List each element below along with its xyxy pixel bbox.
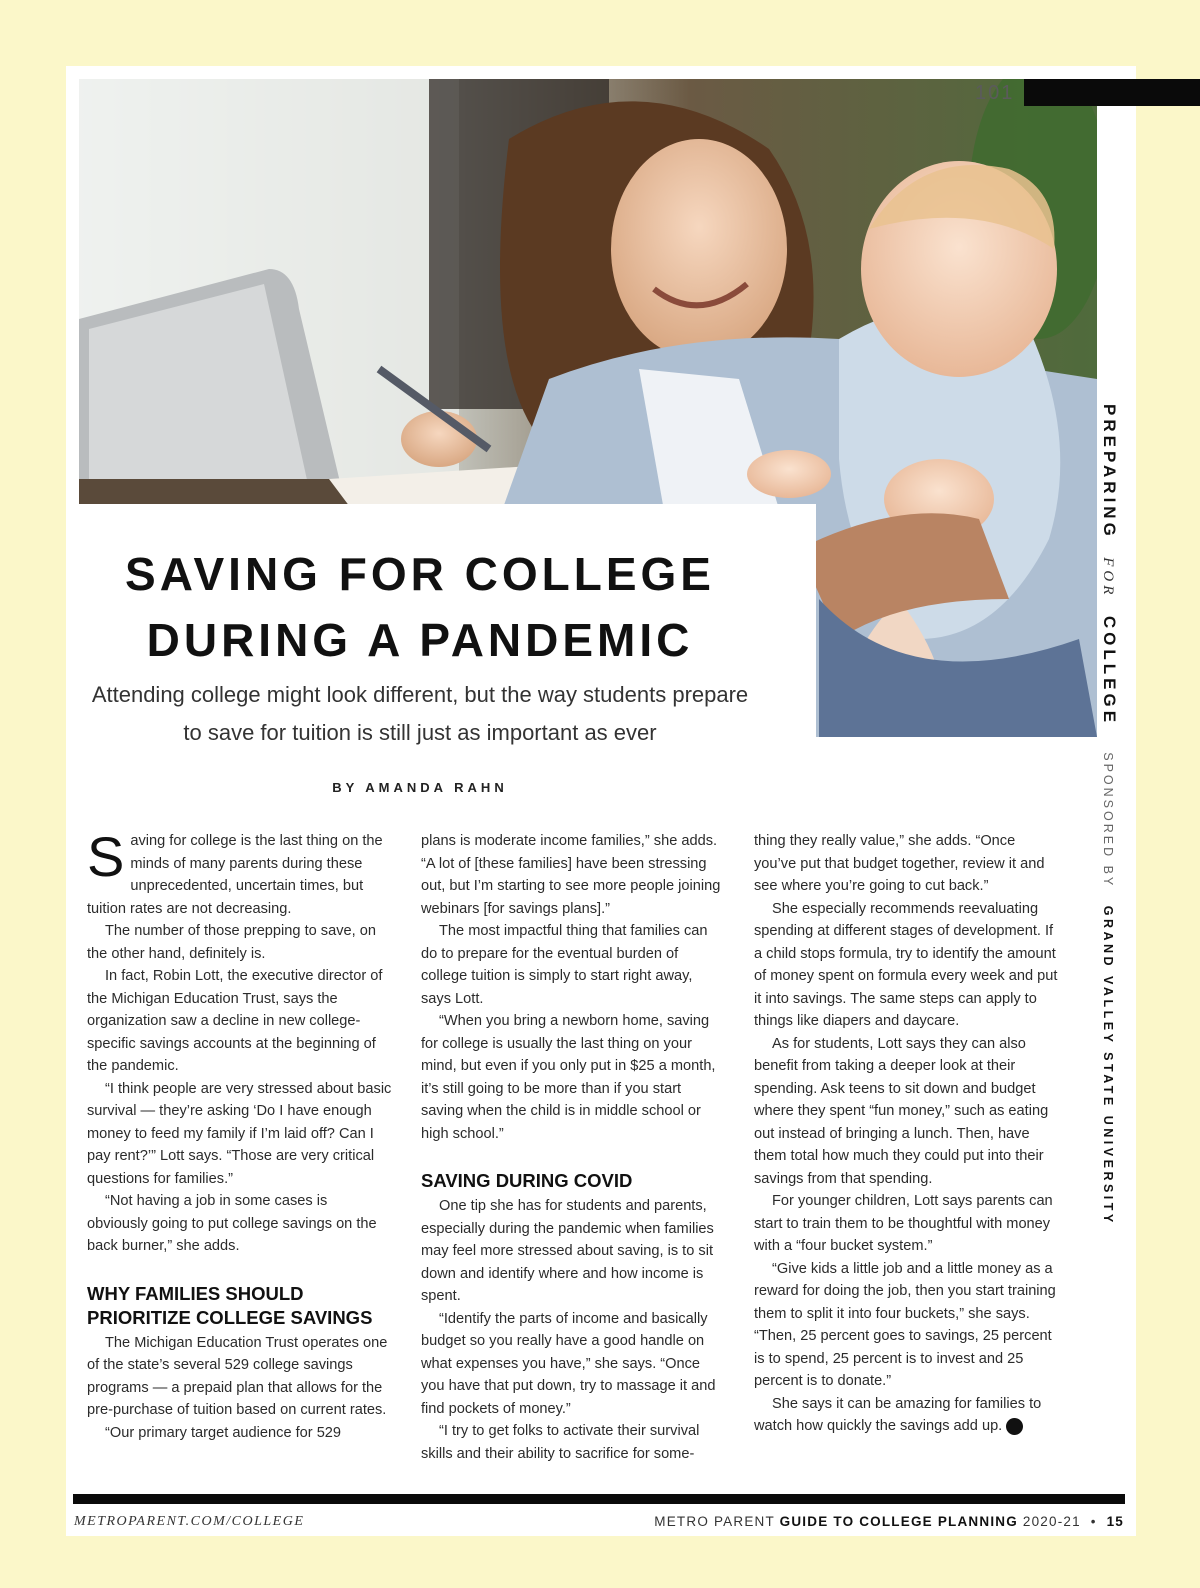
- paragraph: “When you bring a newborn home, saving for college is usually the last thing on your mind, but even if you only put in $25 a month, it’s still going to be more than if you start saving when the child is in middle school or high school.”: [421, 1013, 716, 1142]
- subheading: WHY FAMILIES SHOULD PRIORITIZE COLLEGE SAVINGS: [87, 1282, 373, 1328]
- end-mark-icon: C: [1006, 1418, 1023, 1435]
- footer-folio: METRO PARENT GUIDE TO COLLEGE PLANNING 2020-21 • 15: [654, 1514, 1124, 1529]
- headline-line-2: DURING A PANDEMIC: [146, 614, 694, 666]
- drop-cap: S: [87, 825, 125, 888]
- footer-page-number: 15: [1106, 1514, 1124, 1529]
- rail-college: COLLEGE: [1100, 615, 1119, 727]
- rail-sponsored-by: SPONSORED BY: [1101, 752, 1115, 889]
- paragraph: “Give kids a little job and a little money as a reward for doing the job, then you start training them to split it into four buckets,” she says. “Then, 25 percent goes to savings, 25 percent is to spend, 25 percent is to invest and 25 percent is to donate.”: [754, 1260, 1056, 1389]
- paragraph: plans is moderate income families,” she adds. “A lot of [these families] have been stressing out, but I’m starting to see more people joining webinars [for savings plans].”: [421, 833, 721, 917]
- paragraph: In fact, Robin Lott, the executive director of the Michigan Education Trust, says the organization saw a decline in new college-specific savings accounts at the beginning of the pandemic.: [87, 968, 383, 1074]
- page-number: 101: [975, 82, 1015, 104]
- paragraph: She especially recommends reevaluating spending at different stages of development. If a child stops formula, try to identify the amount of money spent on formula every week and put it into savings. The same steps can apply to things like diapers and daycare.: [754, 900, 1058, 1029]
- paragraph: The Michigan Education Trust operates one of the state’s several 529 college savings programs — a prepaid plan that allows for the pre-purchase of tuition based on current rates.: [87, 1334, 388, 1418]
- paragraph: One tip she has for students and parents, especially during the pandemic when families may feel more stressed about saving, is to sit down and identify where and how income is spent.: [421, 1198, 714, 1304]
- paragraph: “I think people are very stressed about basic survival — they’re asking ‘Do I have enough money to feed my family if I’m laid off? Can I pay rent?’” Lott says. “Those are very critical questions for families.”: [87, 1080, 392, 1187]
- page-corner-tab: [1024, 79, 1200, 106]
- paragraph: “Our primary target audience for 529: [105, 1424, 342, 1441]
- paragraph: The most impactful thing that families can do to prepare for the eventual burden of college tuition is simply to start right away, says Lott.: [421, 923, 708, 1007]
- rail-sponsor: GRAND VALLEY STATE UNIVERSITY: [1101, 905, 1115, 1226]
- article-column-3: [754, 830, 1059, 1438]
- paragraph: For younger children, Lott says parents can start to train them to be thoughtful with money with a “four bucket system.”: [754, 1193, 1053, 1254]
- paragraph: She says it can be amazing for families to watch how quickly the savings add up. C: [754, 1395, 1042, 1434]
- section-side-rail: [1098, 404, 1120, 1226]
- article-deck: Attending college might look different, but the way students prepare to save for tuition is still just as important as ever: [91, 682, 749, 745]
- paragraph: “I try to get folks to activate their survival skills and their ability to sacrifice for some-: [421, 1423, 700, 1462]
- article-byline: BY AMANDA RAHN: [332, 780, 508, 795]
- article-headline: [80, 541, 760, 673]
- rail-preparing: PREPARING: [1100, 404, 1119, 540]
- paragraph: Saving for college is the last thing on the minds of many parents during these unprecedented, uncertain times, but tuition rates are not decreasing.: [87, 825, 383, 917]
- paragraph: “Not having a job in some cases is obviously going to put college savings on the back burner,” she adds.: [87, 1193, 377, 1254]
- footer-website: METROPARENT.COM/COLLEGE: [74, 1514, 305, 1529]
- footer-rule: [73, 1494, 1125, 1504]
- paragraph: “Identify the parts of income and basically budget so you really have a good handle on what expenses you have,” she says. “Once you have that put down, try to massage it and find pockets of money.”: [421, 1310, 716, 1417]
- article-column-2: [421, 830, 726, 1465]
- paragraph: As for students, Lott says they can also benefit from taking a deeper look at their spending. Ask teens to sit down and budget where they spent “fun money,” such as eating out instead of bringing a lunch. Then, have them total how much they could put into their savings from that spending.: [754, 1035, 1049, 1187]
- paragraph: thing they really value,” she adds. “Once you’ve put that budget together, review it and see where you’re going to cut back.”: [754, 833, 1045, 894]
- paragraph: The number of those prepping to save, on the other hand, definitely is.: [87, 923, 376, 962]
- article-column-1: [87, 825, 392, 1444]
- rail-for: FOR: [1100, 557, 1116, 599]
- headline-line-1: SAVING FOR COLLEGE: [125, 548, 715, 600]
- subheading: SAVING DURING COVID: [421, 1170, 633, 1191]
